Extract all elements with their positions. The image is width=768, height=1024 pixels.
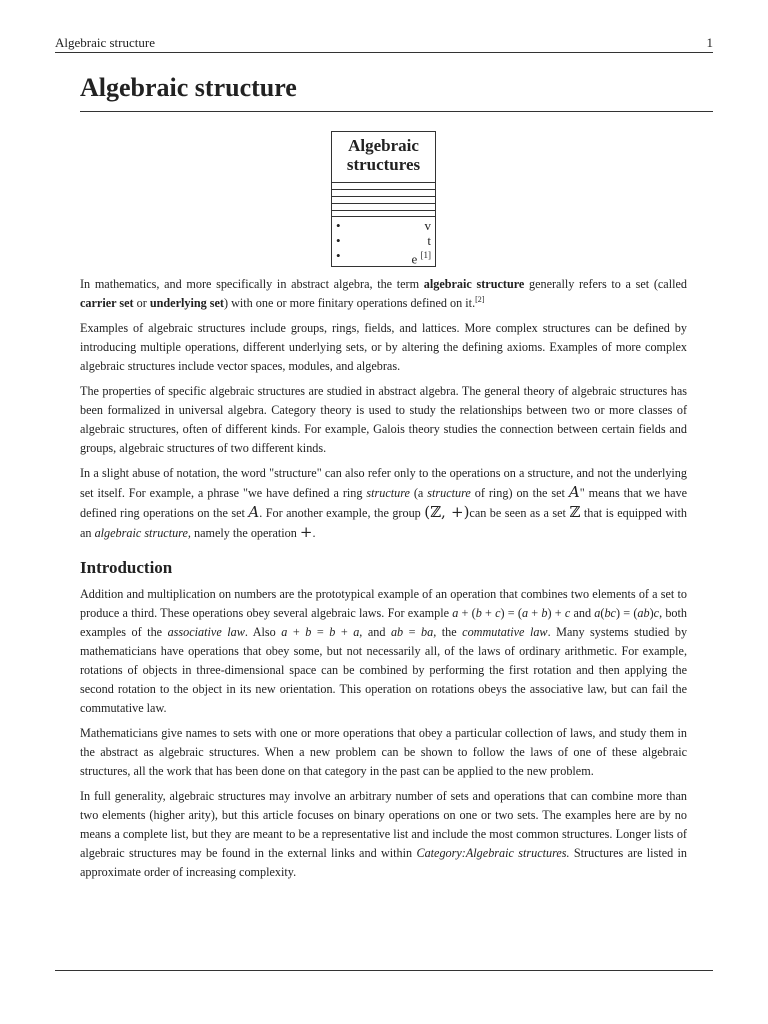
- category-link[interactable]: Category:Algebraic structures.: [416, 846, 570, 860]
- math-plus: +: [299, 523, 313, 541]
- bullet-icon: •: [336, 218, 341, 233]
- infobox-nav-talk[interactable]: [332, 233, 435, 248]
- running-title: Algebraic structure: [55, 35, 155, 50]
- bullet-icon: •: [336, 248, 341, 263]
- bullet-icon: •: [336, 233, 341, 248]
- intro-paragraph-2: Examples of algebraic structures include groups, rings, fields, and lattices. More complex structures can be defined by introducing multiple operations, different underlying sets, or by altering the defining axioms. Examples of more complex algebraic structures include vector spaces, modules, and algebras.: [80, 321, 687, 373]
- infobox-rules: [332, 182, 435, 217]
- term-underlying-set[interactable]: underlying set: [149, 296, 224, 310]
- nav-letter-v[interactable]: v: [424, 218, 431, 233]
- infobox-nav-view[interactable]: [332, 218, 435, 233]
- intro-paragraph-4: In a slight abuse of notation, the word "structure" can also refer only to the operations on a structure, and not the underlying set itself. For example, a phrase "we have defined a ring structure (a structure of ring) on the set A" means that we have defined ring operations on the set A. For another example, the group (ℤ, +)can be seen as a set ℤ that is equipped with an algebraic structure, namely the operation +.: [80, 466, 688, 541]
- math-set-a: A: [248, 503, 260, 521]
- math-set-z: ℤ: [569, 503, 581, 521]
- term-carrier-set[interactable]: carrier set: [80, 296, 134, 310]
- section-paragraph-1: Addition and multiplication on numbers are the prototypical example of an operation that combines two elements of a set to produce a third. These operations obey several algebraic laws. For example a + (b + c) = (a + b) + c and a(bc) = (ab)c, both examples of the associative law. Also a + b = b + a, and ab = ba, the commutative law. Many systems studied by mathematicians have operations that obey some, but not necessarily all, of the laws of ordinary arithmetic. For example, rotations of objects in three-dimensional space can be combined by performing the first rotation and then applying the second rotation to the object in its new orientation. This operation on rotations obeys the associative law, but can fail the commutative law.: [80, 587, 688, 715]
- title-rule: [80, 111, 713, 112]
- page-title: Algebraic structure: [80, 73, 297, 102]
- math-set-a: A: [568, 483, 580, 501]
- infobox-nav: [332, 218, 435, 267]
- article-body: [80, 275, 687, 888]
- section-heading-introduction: Introduction: [80, 558, 173, 577]
- reference-2[interactable]: [2]: [475, 294, 485, 304]
- infobox-nav-edit[interactable]: [332, 248, 435, 267]
- page-header: [55, 34, 713, 53]
- section-paragraph-3: In full generality, algebraic structures may involve an arbitrary number of sets and operations that can combine more than two elements (higher arity), but this article focuses on binary operations on one or two sets. The examples here are by no means a complete list, but they are meant to be a representative list and include the most common structures. Longer lists of algebraic structures may be found in the external links and within Category:Algebraic structures. Structures are listed in approximate order of increasing complexity.: [80, 789, 687, 879]
- nav-letter-e[interactable]: e: [411, 251, 418, 267]
- term-commutative-law: commutative law: [462, 625, 548, 639]
- section-paragraph-2: Mathematicians give names to sets with one or more operations that obey a particular collection of laws, and study them in the abstract as algebraic structures. When a new problem can be shown to follow the laws of one of these algebraic structures, all the work that has been done on that category in the past can be applied to the new problem.: [80, 726, 687, 778]
- intro-paragraph-1: In mathematics, and more specifically in abstract algebra, the term algebraic structure generally refers to a set (called carrier set or underlying set) with one or more finitary operations defined on it.[2]: [80, 277, 687, 310]
- infobox: [331, 131, 436, 267]
- math-group-z: (ℤ, +): [424, 503, 470, 521]
- infobox-title: Algebraic structures: [346, 136, 421, 174]
- page-number: 1: [706, 35, 713, 50]
- term-algebraic-structure[interactable]: algebraic structure: [423, 277, 525, 291]
- page-footer-rule: [55, 970, 713, 971]
- term-associative-law: associative law: [167, 625, 245, 639]
- intro-paragraph-3: The properties of specific algebraic structures are studied in abstract algebra. The general theory of algebraic structures has been formalized in universal algebra. Category theory is used to study the relationships between two or more classes of algebraic structures, often of different kinds. For example, Galois theory studies the connection between certain fields and groups, algebraic structures of two different kinds.: [80, 384, 687, 455]
- nav-ref[interactable]: [1]: [420, 250, 431, 260]
- nav-letter-t[interactable]: t: [427, 233, 431, 248]
